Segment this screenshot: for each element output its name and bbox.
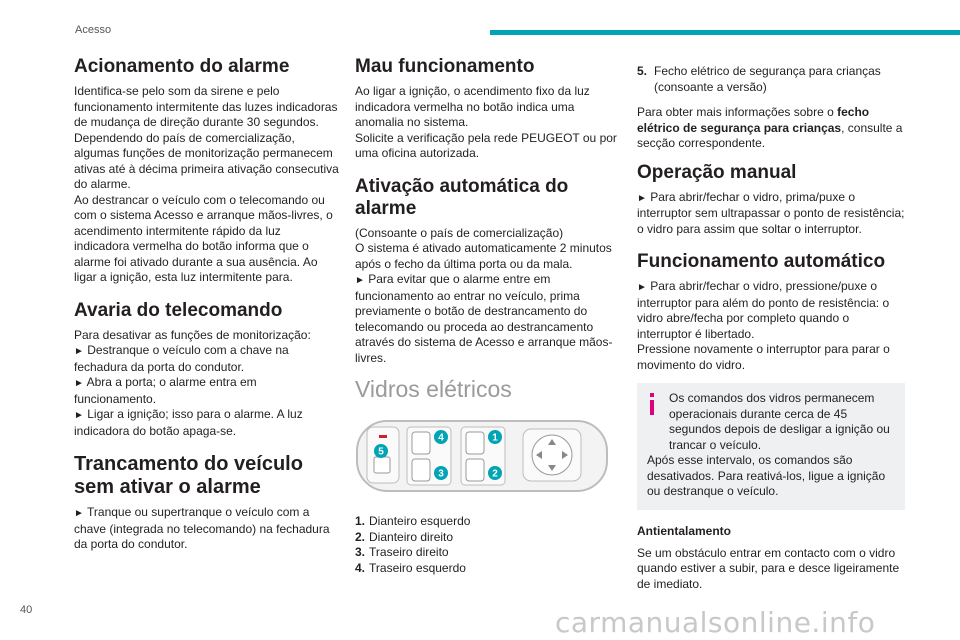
door-panel-graphic xyxy=(355,417,613,495)
heading-alarm-trigger: Acionamento do alarme xyxy=(74,56,290,77)
list-item: 1. Dianteiro esquerdo xyxy=(355,514,471,528)
text: Ao destrancar o veículo com o telecomando ou com o sistema Acesso e arranque mãos-livres, o acendimento intermitente rápido da luz indicadora vermelha do botão informa que o alarme foi ativado durante a sua ausência. Ao ligar a ignição, esta luz intermitente para. xyxy=(74,192,333,284)
window-switch-legend xyxy=(355,514,620,576)
text: O sistema é ativado automaticamente 2 minutos após o fecho da última porta ou da mala. xyxy=(355,241,612,271)
heading-automatic-operation: Funcionamento automático xyxy=(637,251,886,272)
paragraph xyxy=(74,84,339,286)
text: Para abrir/fechar o vidro, pressione/puxe o interruptor para além do ponto de resistência: o vidro abre/fecha por completo quando o interruptor é libertado. xyxy=(637,279,890,341)
paragraph xyxy=(637,279,905,373)
text: Ligar a ignição; isso para o alarme. A luz indicadora do botão apaga-se. xyxy=(74,407,303,438)
column-left xyxy=(74,56,339,563)
paragraph xyxy=(74,328,339,440)
rear-left-switch xyxy=(412,432,430,454)
info-text: Após esse intervalo, os comandos são desativados. Para reativá-los, ligue a ignição ou destranque o veículo. xyxy=(647,453,886,498)
bullet-triangle-icon: ► xyxy=(74,508,84,519)
text: Destranque o veículo com a chave na fechadura da porta do condutor. xyxy=(74,343,289,374)
page-number: 40 xyxy=(20,604,33,616)
heading-manual-operation: Operação manual xyxy=(637,161,797,183)
badge-1-label: 1 xyxy=(492,432,498,444)
heading-anti-pinch: Antientalamento xyxy=(637,523,732,538)
watermark: carmanualsonline.info xyxy=(555,606,876,639)
text: Para evitar que o alarme entre em funcionamento ao entrar no veículo, prima previamente o botão de destrancamento do telecomando ou proceda ao destrancamento através do sistema de Acesso e arranque mãos-livres. xyxy=(355,272,613,365)
header-accent-bar xyxy=(490,30,960,35)
bullet-triangle-icon: ► xyxy=(74,410,84,421)
text: Pressione novamente o interruptor para parar o movimento do vidro. xyxy=(637,342,890,372)
section-header: Acesso xyxy=(75,24,112,36)
column-middle xyxy=(355,56,620,576)
paragraph xyxy=(637,190,905,238)
heading-malfunction: Mau funcionamento xyxy=(355,56,535,77)
list-text: Fecho elétrico de segurança para crianças (consoante a versão) xyxy=(654,64,881,94)
text: Identifica-se pelo som da sirene e pelo funcionamento intermitente das luzes indicadoras de mudança de direção durante 30 segundos. xyxy=(74,84,338,129)
heading-remote-failure: Avaria do telecomando xyxy=(74,299,283,321)
badge-3-label: 3 xyxy=(438,468,444,480)
window-switch-panel-illustration xyxy=(355,417,620,500)
paragraph xyxy=(355,84,620,162)
info-icon xyxy=(647,393,657,415)
paragraph xyxy=(355,226,620,367)
text: Ao ligar a ignição, o acendimento fixo da luz indicadora vermelha no botão indica uma anomalia no sistema. xyxy=(355,84,590,129)
list-item: 3. Traseiro direito xyxy=(355,545,449,559)
badge-2-label: 2 xyxy=(492,468,498,480)
text: Para abrir/fechar o vidro, prima/puxe o interruptor sem ultrapassar o ponto de resistência; o vidro para assim que soltar o interruptor. xyxy=(637,189,905,236)
front-left-switch xyxy=(466,432,484,454)
list-item: 4. Traseiro esquerdo xyxy=(355,560,466,575)
text: Abra a porta; o alarme entra em funcionamento. xyxy=(74,375,257,406)
paragraph: Para obter mais informações sobre o fecho elétrico de segurança para crianças, consulte a secção correspondente. xyxy=(637,105,903,150)
badge-5-label: 5 xyxy=(378,446,384,458)
text: Para desativar as funções de monitorização: xyxy=(74,327,311,342)
child-lock-switch xyxy=(374,457,390,473)
bullet-triangle-icon: ► xyxy=(74,346,84,357)
paragraph: Se um obstáculo entrar em contacto com o vidro quando estiver a subir, para e desce ligeiramente de imediato. xyxy=(637,545,900,591)
text: Tranque ou supertranque o veículo com a chave (integrada no telecomando) na fechadura da porta do condutor. xyxy=(74,505,330,551)
heading-lock-without-alarm: Trancamento do veículo sem ativar o alarme xyxy=(74,453,303,498)
rear-right-switch xyxy=(412,459,430,481)
info-text: Os comandos dos vidros permanecem operacionais durante cerca de 45 segundos depois de desligar a ignição ou trancar o veículo. xyxy=(669,391,890,452)
front-right-switch xyxy=(466,459,484,481)
list-number: 5. xyxy=(637,64,648,78)
heading-auto-activation: Ativação automática do alarme xyxy=(355,175,569,219)
bullet-triangle-icon: ► xyxy=(637,282,647,293)
list-item xyxy=(637,64,905,95)
column-right xyxy=(637,64,905,602)
badge-4-label: 4 xyxy=(438,432,444,444)
text: (Consoante o país de comercialização) xyxy=(355,225,564,240)
bullet-triangle-icon: ► xyxy=(74,378,84,389)
text: Dependendo do país de comercialização, algumas funções de monitorização permanecem ativas até à décima primeira ativação consecutiva do alarme. xyxy=(74,130,339,191)
list-item: 2. Dianteiro direito xyxy=(355,529,454,544)
info-box xyxy=(637,383,905,510)
paragraph xyxy=(74,505,339,553)
alarm-led-icon xyxy=(379,435,387,438)
bullet-triangle-icon: ► xyxy=(355,275,365,286)
heading-power-windows: Vidros elétricos xyxy=(355,376,512,402)
text: Solicite a verificação pela rede PEUGEOT ou por uma oficina autorizada. xyxy=(355,130,617,160)
bullet-triangle-icon: ► xyxy=(637,192,647,204)
